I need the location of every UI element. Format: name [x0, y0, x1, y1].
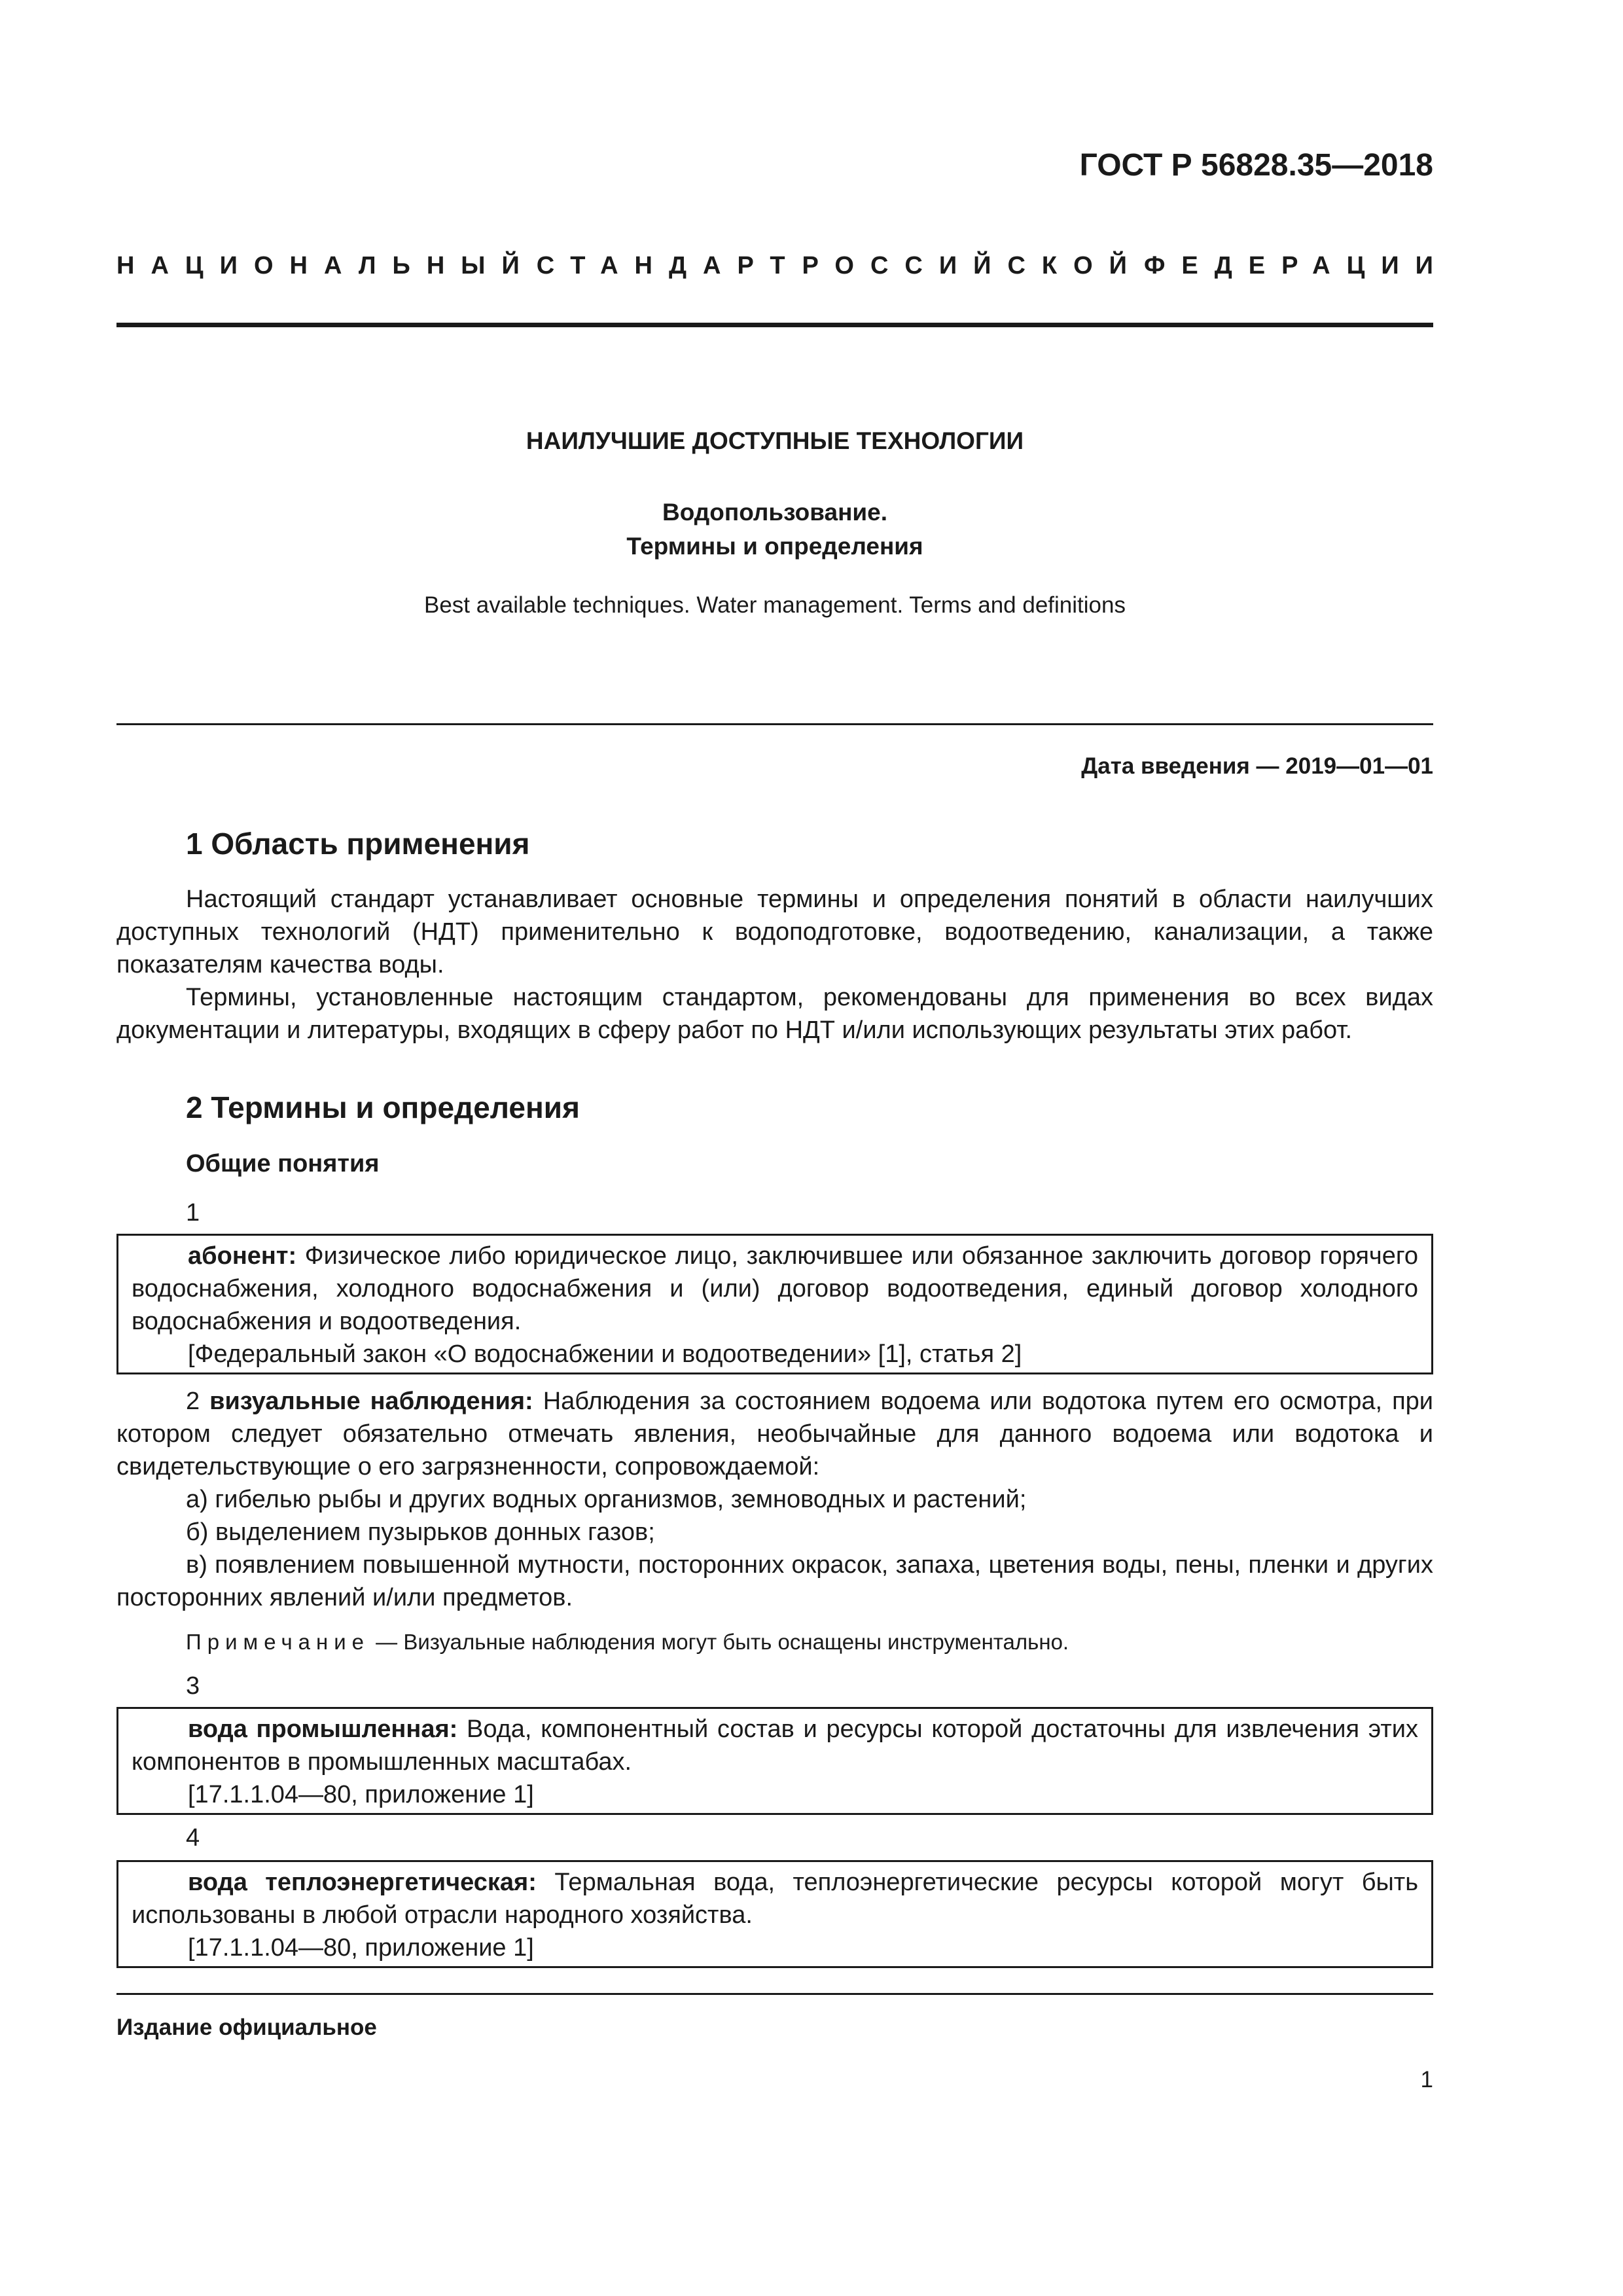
term-name: визуальные наблюдения: — [209, 1388, 533, 1415]
edition-label: Издание официальное — [116, 2015, 377, 2040]
title-sub-line2: Термины и определения — [626, 533, 923, 560]
term-number: 4 — [186, 1824, 200, 1852]
list-item: а) гибелью рыбы и других водных организмов, земноводных и растений; — [186, 1486, 1027, 1513]
term-box-1 — [116, 1234, 1433, 1374]
term-text: Физическое либо юридическое лицо, заключившее или обязанное заключить договор горячего водоснабжения, холодного водоснабжения и (или) договор водоотведения, единый договор холодного водоснабжения и водоотведения. — [132, 1242, 1418, 1335]
term-definition — [132, 1240, 1418, 1338]
national-standard-banner — [116, 252, 1450, 280]
term-text: Термальная вода, теплоэнергетические ресурсы которой могут быть использованы в любой отрасли народного хозяйства. — [132, 1869, 1418, 1929]
title-english: Best available techniques. Water management. Terms and definitions — [424, 592, 1126, 618]
title-main: НАИЛУЧШИЕ ДОСТУПНЫЕ ТЕХНОЛОГИИ — [526, 427, 1024, 454]
section1-heading: 1 Область применения — [186, 827, 530, 861]
term-box-3 — [116, 1707, 1433, 1815]
section1-paragraph1: Настоящий стандарт устанавливает основные термины и определения понятий в области наилучших доступных технологий (НДТ) применительно к водоподготовке, водоотведению, канализации, а также показателям качества воды. — [116, 886, 1433, 978]
section1-paragraph2: Термины, установленные настоящим стандартом, рекомендованы для применения во всех видах документации и литературы, входящих в сферу работ по НДТ и/или использующих результаты этих работ. — [116, 984, 1433, 1044]
banner-word: НАЦИОНАЛЬНЫЙ — [116, 252, 536, 279]
term-name: абонент: — [188, 1242, 297, 1270]
banner-word: СТАНДАРТ — [536, 252, 802, 279]
document-number: ГОСТ Р 56828.35—2018 — [1079, 148, 1433, 183]
term-source: [Федеральный закон «О водоснабжении и водоотведении» [1], статья 2] — [188, 1340, 1022, 1368]
term-name: вода теплоэнергетическая: — [188, 1869, 537, 1896]
note-text: — Визуальные наблюдения могут быть оснащены инструментально. — [370, 1630, 1069, 1654]
banner-word: РОССИЙСКОЙ — [802, 252, 1143, 279]
list-item: в) появлением повышенной мутности, посторонних окрасок, запаха, цветения воды, пены, пленки и других посторонних явлений и/или предметов. — [116, 1551, 1433, 1611]
term-name: вода промышленная: — [188, 1715, 458, 1743]
header-rule — [116, 323, 1433, 327]
section2-heading: 2 Термины и определения — [186, 1090, 580, 1124]
term-source: [17.1.1.04—80, приложение 1] — [188, 1781, 534, 1808]
section2-subheading: Общие понятия — [186, 1150, 380, 1177]
banner-word: ФЕДЕРАЦИИ — [1143, 252, 1450, 279]
title-rule — [116, 723, 1433, 725]
document-page — [116, 0, 1450, 2296]
term-text: Наблюдения за состоянием водоема или водотока путем его осмотра, при котором следует обязательно отмечать явления, необычайные для данного водоема или водотока и свидетельствующие о его загрязненности, сопровождаемой: — [116, 1388, 1434, 1480]
term-source: [17.1.1.04—80, приложение 1] — [188, 1934, 534, 1962]
page-number: 1 — [1420, 2067, 1433, 2092]
introduction-date: Дата введения — 2019—01—01 — [1081, 753, 1433, 779]
title-sub-line1: Водопользование. — [662, 499, 888, 526]
term-number: 3 — [186, 1672, 200, 1700]
term-text: Вода, компонентный состав и ресурсы которой достаточны для извлечения этих компонентов в промышленных масштабах. — [132, 1715, 1418, 1776]
footer-rule — [116, 1993, 1433, 1995]
title-sub — [116, 495, 1433, 564]
term-box-4 — [116, 1860, 1433, 1968]
term-definition — [116, 1385, 1433, 1483]
list-item: б) выделением пузырьков донных газов; — [186, 1518, 655, 1546]
note-label: Примечание — [186, 1630, 370, 1654]
note — [186, 1630, 1069, 1655]
term-definition — [132, 1713, 1418, 1778]
term-definition — [132, 1866, 1418, 1931]
term-number: 1 — [186, 1199, 200, 1227]
term-2 — [116, 1385, 1433, 1614]
term-number: 2 — [186, 1388, 210, 1415]
